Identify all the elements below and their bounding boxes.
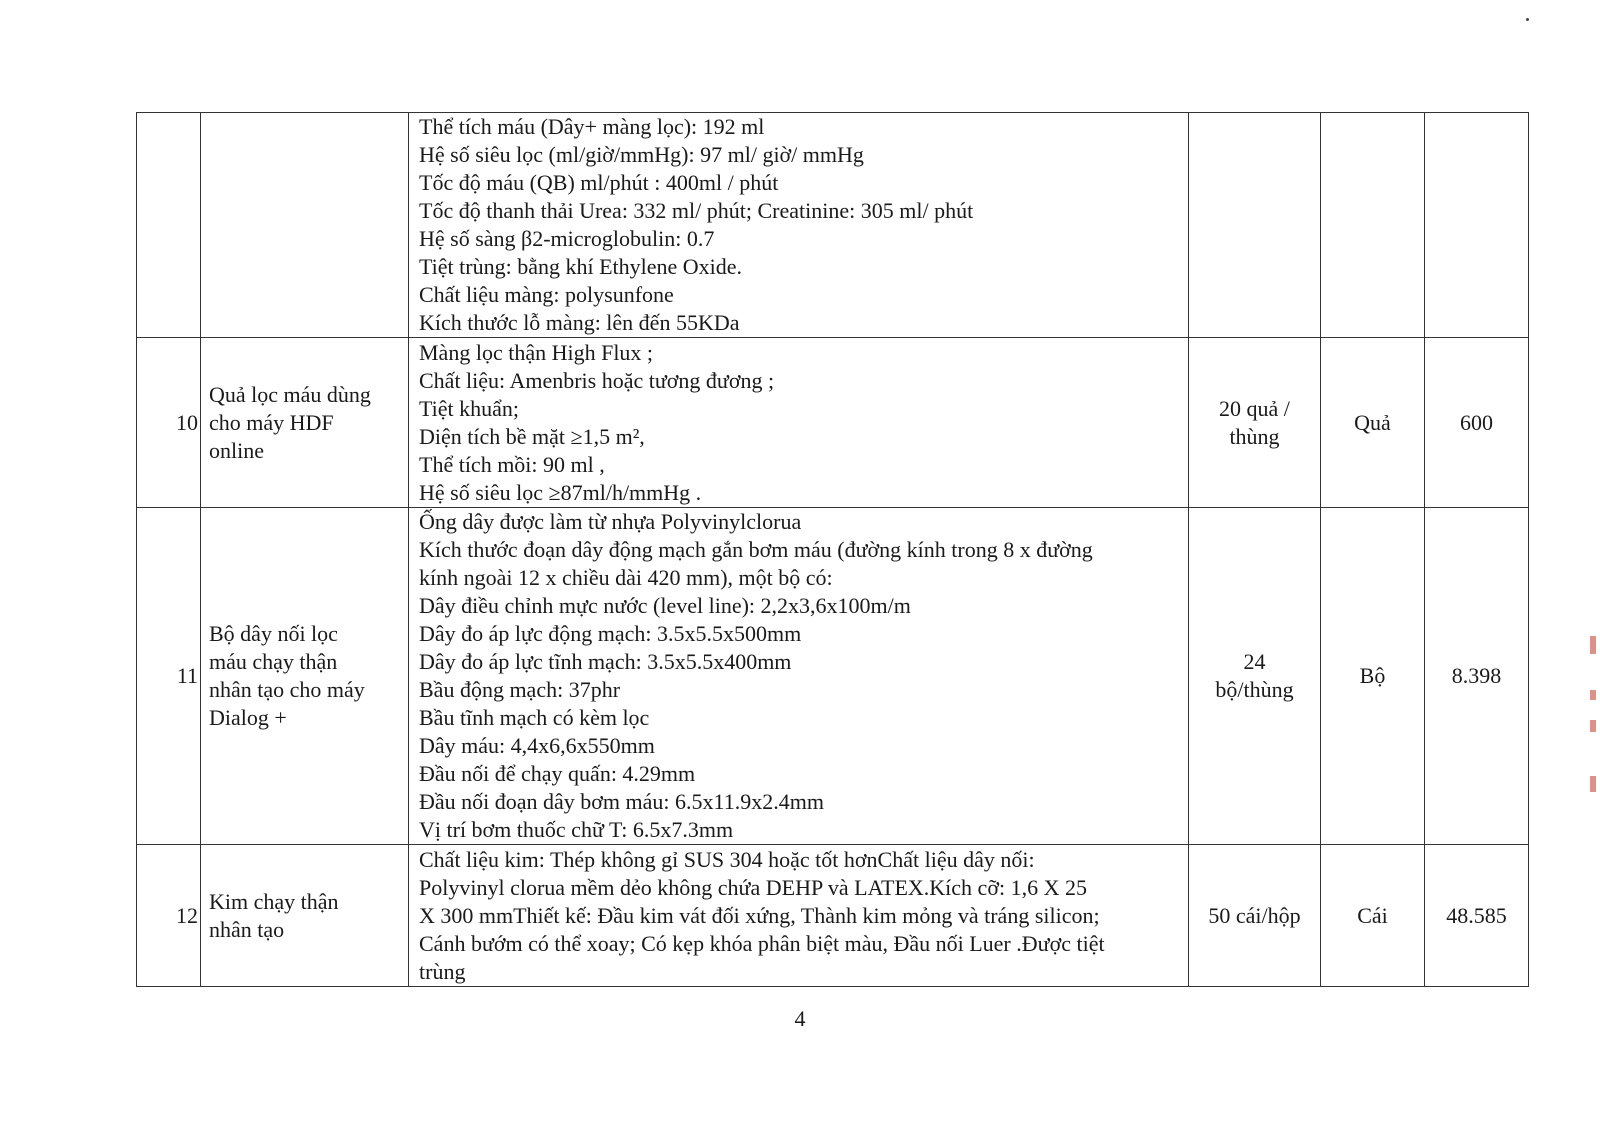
specification-table	[136, 112, 1529, 987]
item-name-line: online	[209, 437, 264, 463]
item-name-line: Kim chạy thận	[209, 888, 339, 914]
description-line: Dây đo áp lực tĩnh mạch: 3.5x5.5x400mm	[419, 649, 792, 674]
description-line: Đầu nối đoạn dây bơm máu: 6.5x11.9x2.4mm	[419, 789, 824, 814]
unit-cell: Quả	[1321, 338, 1425, 508]
description-line: Dây máu: 4,4x6,6x550mm	[419, 733, 655, 758]
description-line: Hệ số sàng β2-microglobulin: 0.7	[419, 226, 715, 251]
unit-cell: Cái	[1321, 845, 1425, 987]
description-line: trùng	[419, 958, 466, 984]
row-number-cell: 12	[137, 845, 201, 987]
description-line: Tốc độ máu (QB) ml/phút : 400ml / phút	[419, 170, 779, 195]
row-number-cell: 11	[137, 508, 201, 845]
item-name-line: nhân tạo	[209, 916, 285, 942]
description-line: Polyvinyl clorua mềm dẻo không chứa DEHP và LATEX.Kích cỡ: 1,6 X 25	[419, 874, 1087, 900]
description-line: Hệ số siêu lọc (ml/giờ/mmHg): 97 ml/ giờ/ mmHg	[419, 142, 864, 167]
margin-mark	[1590, 776, 1596, 792]
description-line: Tốc độ thanh thải Urea: 332 ml/ phút; Creatinine: 305 ml/ phút	[419, 198, 974, 223]
margin-mark	[1590, 690, 1596, 700]
packaging-line: thùng	[1229, 423, 1280, 449]
unit-cell: Bộ	[1321, 508, 1425, 845]
description-line: Màng lọc thận High Flux ;	[419, 339, 654, 365]
packaging-line: 50 cái/hộp	[1208, 902, 1301, 928]
item-name-cell	[201, 338, 409, 508]
description-line: Dây đo áp lực động mạch: 3.5x5.5x500mm	[419, 621, 802, 646]
item-description-cell	[409, 845, 1189, 987]
description-line: Thể tích mồi: 90 ml ,	[419, 451, 605, 477]
unit-cell	[1321, 113, 1425, 338]
item-name-line: nhân tạo cho máy	[209, 677, 365, 702]
item-name-line: máu chạy thận	[209, 649, 338, 674]
quantity-cell	[1425, 113, 1529, 338]
table-row	[137, 113, 1529, 338]
description-line: kính ngoài 12 x chiều dài 420 mm), một bộ có:	[419, 565, 833, 590]
description-line: Hệ số siêu lọc ≥87ml/h/mmHg .	[419, 479, 702, 505]
description-line: Tiệt trùng: bằng khí Ethylene Oxide.	[419, 254, 743, 279]
margin-mark	[1590, 636, 1596, 654]
description-line: Vị trí bơm thuốc chữ T: 6.5x7.3mm	[419, 817, 734, 842]
description-line: Đầu nối để chạy quấn: 4.29mm	[419, 761, 696, 786]
description-line: Ống dây được làm từ nhựa Polyvinylclorua	[419, 509, 802, 534]
item-description-cell	[409, 113, 1189, 338]
item-name-cell	[201, 845, 409, 987]
packaging-cell	[1189, 113, 1321, 338]
packaging-cell	[1189, 508, 1321, 845]
item-name-line: Bộ dây nối lọc	[209, 621, 338, 646]
table-row	[137, 845, 1529, 987]
description-line: Diện tích bề mặt ≥1,5 m²,	[419, 423, 645, 449]
description-line: Dây điều chỉnh mực nước (level line): 2,2x3,6x100m/m	[419, 593, 911, 618]
row-number-cell	[137, 113, 201, 338]
description-line: Chất liệu màng: polysunfone	[419, 282, 674, 307]
item-description-cell	[409, 338, 1189, 508]
table-row	[137, 508, 1529, 845]
item-description-cell	[409, 508, 1189, 845]
table-row	[137, 338, 1529, 508]
description-line: Bầu động mạch: 37phr	[419, 677, 621, 702]
packaging-line: bộ/thùng	[1215, 677, 1294, 702]
description-line: Thể tích máu (Dây+ màng lọc): 192 ml	[419, 114, 765, 139]
item-name-line: Dialog +	[209, 705, 287, 730]
description-line: Kích thước lỗ màng: lên đến 55KDa	[419, 310, 740, 335]
description-line: Bầu tĩnh mạch có kèm lọc	[419, 705, 650, 730]
row-number-cell: 10	[137, 338, 201, 508]
description-line: Kích thước đoạn dây động mạch gắn bơm máu (đường kính trong 8 x đường	[419, 537, 1093, 562]
quantity-cell: 48.585	[1425, 845, 1529, 987]
description-line: Chất liệu: Amenbris hoặc tương đương ;	[419, 367, 775, 393]
packaging-cell	[1189, 338, 1321, 508]
description-line: Tiệt khuẩn;	[419, 395, 520, 421]
scan-speck	[1526, 18, 1529, 21]
packaging-line: 20 quả /	[1219, 395, 1290, 421]
description-line: Chất liệu kim: Thép không gỉ SUS 304 hoặc tốt hơnChất liệu dây nối:	[419, 846, 1035, 872]
item-name-cell	[201, 113, 409, 338]
description-line: Cánh bướm có thể xoay; Có kẹp khóa phân biệt màu, Đầu nối Luer .Được tiệt	[419, 930, 1105, 956]
quantity-cell: 8.398	[1425, 508, 1529, 845]
item-name-cell	[201, 508, 409, 845]
packaging-line: 24	[1243, 649, 1266, 674]
item-name-line: cho máy HDF	[209, 409, 334, 435]
quantity-cell: 600	[1425, 338, 1529, 508]
packaging-cell	[1189, 845, 1321, 987]
page-number: 4	[794, 1006, 806, 1031]
margin-mark	[1590, 720, 1596, 732]
description-line: X 300 mmThiết kế: Đầu kim vát đối xứng, Thành kim mỏng và tráng silicon;	[419, 902, 1100, 928]
item-name-line: Quả lọc máu dùng	[209, 381, 371, 407]
